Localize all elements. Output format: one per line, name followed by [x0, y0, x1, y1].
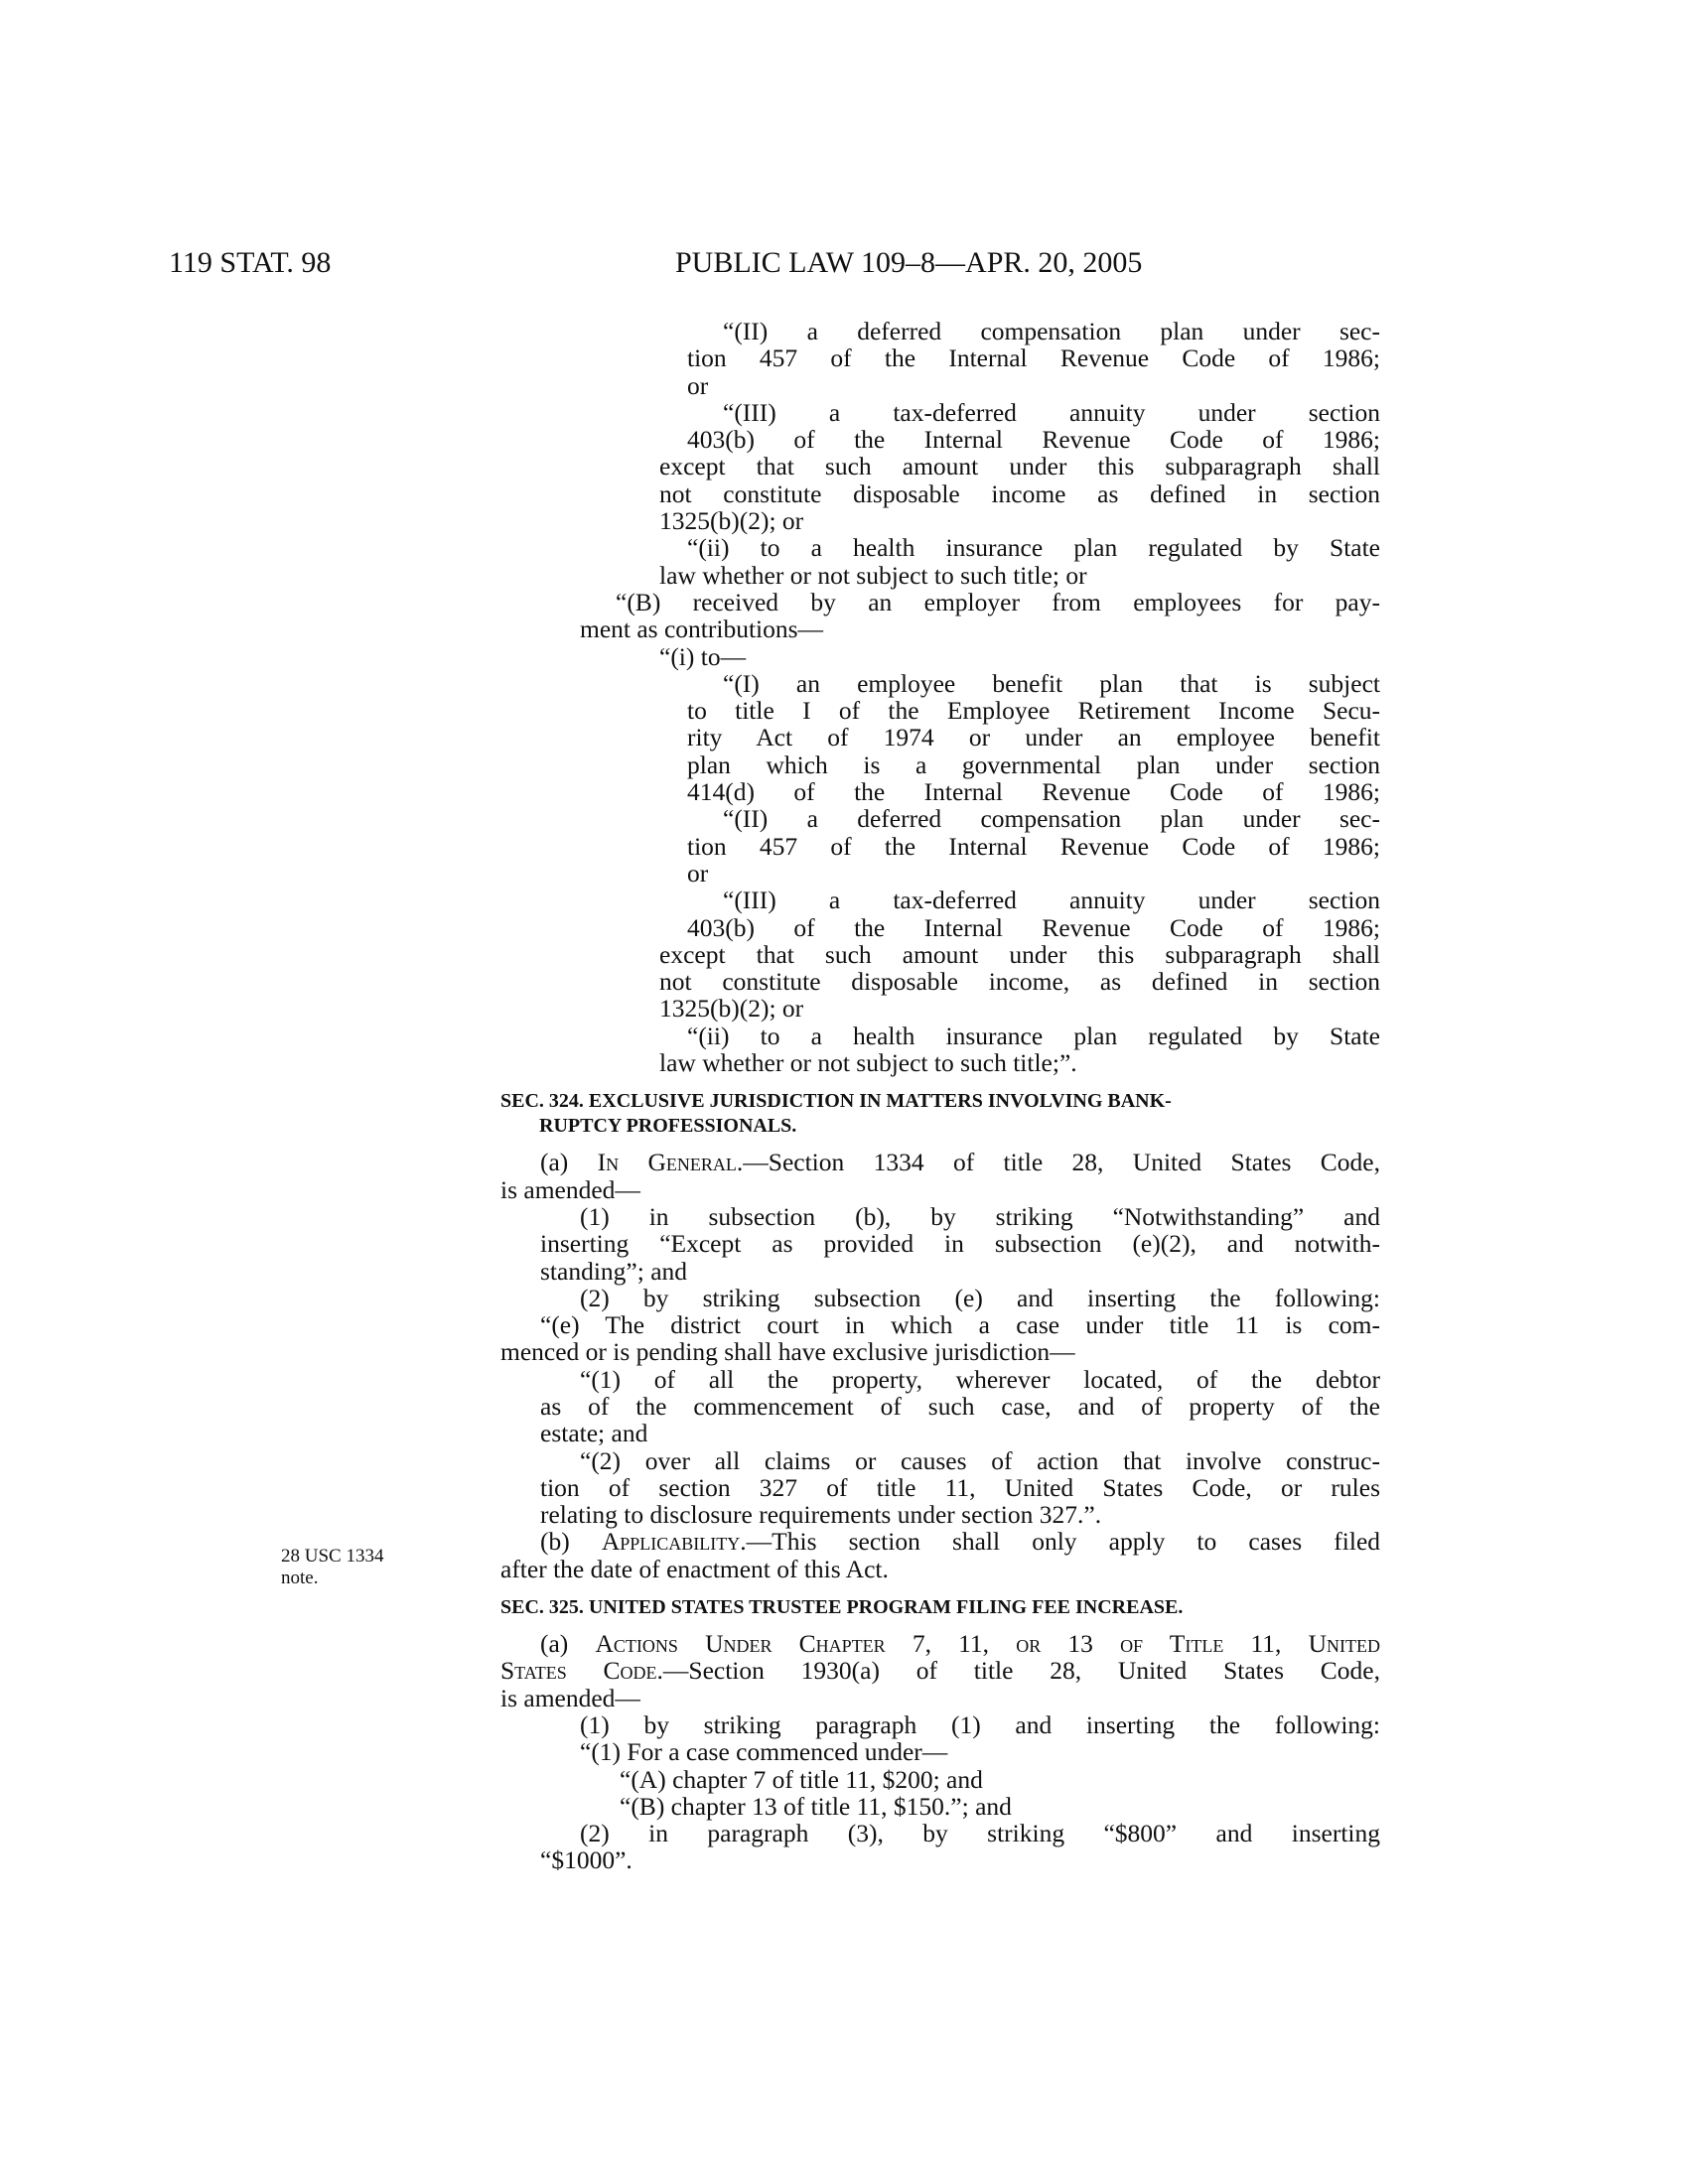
subsection-text: .—Section 1930(a) of title 28, United States Code, [656, 1656, 1380, 1686]
text-line: “(1) For a case commenced under— [580, 1737, 948, 1767]
text-line: (2) in paragraph (3), by striking “$800” and inserting [580, 1819, 1380, 1848]
text-line: “(1) of all the property, wherever located, of the debtor [580, 1364, 1380, 1394]
subsection-marker: (b) [540, 1527, 602, 1557]
subsection-text: .—Section 1334 of title 28, United States Code, [736, 1148, 1380, 1177]
text-line: “(ii) to a health insurance plan regulated by State [687, 533, 1380, 563]
text-line: 414(d) of the Internal Revenue Code of 1986; [687, 777, 1380, 807]
text-line: “(i) to— [659, 641, 747, 671]
text-line: (1) in subsection (b), by striking “Notwithstanding” and [580, 1201, 1380, 1231]
subsection-heading: Actions Under Chapter 7, 11, or 13 of Title 11, United [595, 1629, 1380, 1659]
text-line: after the date of enactment of this Act. [500, 1554, 889, 1583]
subsection-text: .—This section shall only apply to cases filed [740, 1527, 1381, 1557]
text-line: inserting “Except as provided in subsection (e)(2), and notwith- [540, 1229, 1380, 1259]
text-line: (2) by striking subsection (e) and inserting the following: [580, 1283, 1380, 1312]
margin-note [281, 1546, 383, 1589]
text-line: not constitute disposable income as defined in section [659, 478, 1380, 508]
text-line: except that such amount under this subparagraph shall [659, 452, 1380, 481]
text-line: 403(b) of the Internal Revenue Code of 1986; [687, 912, 1380, 942]
text-line: or [687, 370, 709, 400]
text-line: as of the commencement of such case, and of property of the [540, 1391, 1380, 1421]
text-line [540, 1630, 1380, 1657]
text-line: tion 457 of the Internal Revenue Code of 1986; [687, 831, 1380, 861]
statute-page-reference: 119 STAT. 98 [169, 246, 332, 279]
text-line: rity Act of 1974 or under an employee benefit [687, 723, 1380, 752]
margin-note-citation: 28 USC 1334 [281, 1546, 384, 1567]
subsection-heading: States Code [500, 1656, 657, 1686]
text-line: tion 457 of the Internal Revenue Code of 1986; [687, 343, 1380, 373]
text-line: “(I) an employee benefit plan that is subject [723, 668, 1380, 698]
text-line: “(III) a tax-deferred annuity under section [723, 397, 1380, 427]
text-line: 1325(b)(2); or [659, 994, 804, 1024]
text-line: “(2) over all claims or causes of action that involve construc- [580, 1445, 1380, 1475]
text-line: is amended— [500, 1683, 640, 1712]
text-line: tion of section 327 of title 11, United States Code, or rules [540, 1472, 1380, 1502]
subsection-marker: (a) [540, 1148, 598, 1177]
section-325-heading: SEC. 325. UNITED STATES TRUSTEE PROGRAM FILING FEE INCREASE. [500, 1596, 1184, 1619]
text-line: except that such amount under this subparagraph shall [659, 939, 1380, 969]
text-line: 403(b) of the Internal Revenue Code of 1986; [687, 425, 1380, 455]
text-line [540, 1528, 1380, 1555]
text-line: plan which is a governmental plan under section [687, 750, 1380, 779]
text-line [540, 1149, 1380, 1175]
section-324-heading: SEC. 324. EXCLUSIVE JURISDICTION IN MATTERS INVOLVING BANK- [500, 1090, 1172, 1113]
text-line: “(B) chapter 13 of title 11, $150.”; and [620, 1791, 1012, 1821]
text-line: menced or is pending shall have exclusive jurisdiction— [500, 1337, 1075, 1367]
text-line: “(II) a deferred compensation plan under sec- [723, 317, 1380, 345]
subsection-heading: Applicability [601, 1527, 741, 1557]
subsection-marker: (a) [540, 1629, 596, 1659]
text-line: law whether or not subject to such title;”. [659, 1048, 1077, 1078]
page-header [0, 246, 1688, 286]
text-line: “(B) received by an employer from employees for pay- [616, 587, 1380, 616]
text-line: 1325(b)(2); or [659, 506, 804, 536]
text-line: (1) by striking paragraph (1) and inserting the following: [580, 1709, 1380, 1739]
text-line: not constitute disposable income, as defined in section [659, 967, 1380, 997]
subsection-heading: In General [597, 1148, 737, 1177]
text-line: law whether or not subject to such title; or [659, 560, 1087, 590]
text-line: ment as contributions— [580, 614, 824, 644]
law-title: PUBLIC LAW 109–8—APR. 20, 2005 [675, 246, 1143, 279]
text-line: “$1000”. [540, 1845, 633, 1875]
text-line: “(ii) to a health insurance plan regulated by State [687, 1021, 1380, 1050]
text-line: “(A) chapter 7 of title 11, $200; and [620, 1764, 983, 1794]
margin-note-label: note. [281, 1568, 319, 1588]
text-line: relating to disclosure requirements under section 327.”. [540, 1500, 1102, 1530]
text-line: or [687, 858, 709, 887]
text-line: standing”; and [540, 1256, 688, 1286]
text-line: estate; and [540, 1419, 648, 1448]
text-line [500, 1657, 1380, 1684]
text-line: “(III) a tax-deferred annuity under section [723, 886, 1380, 915]
text-line: “(e) The district court in which a case under title 11 is com- [540, 1310, 1380, 1340]
text-line: “(II) a deferred compensation plan under sec- [723, 804, 1380, 834]
body-text [500, 318, 1380, 1874]
section-324-heading-continued: RUPTCY PROFESSIONALS. [539, 1115, 797, 1138]
text-line: is amended— [500, 1174, 640, 1204]
text-line: to title I of the Employee Retirement Income Secu- [687, 696, 1380, 726]
